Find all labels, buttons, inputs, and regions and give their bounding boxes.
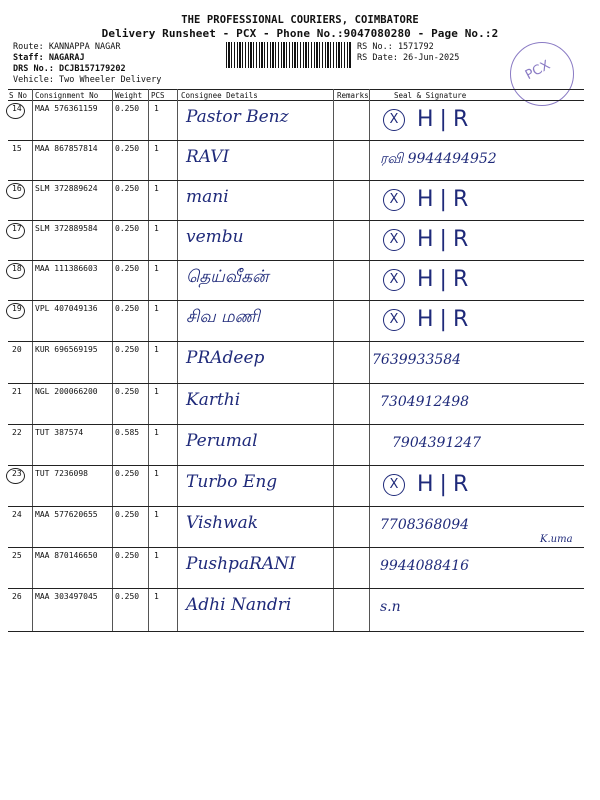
row-divider [8,588,584,589]
row-pcs: 1 [154,345,159,354]
row-signature-name: K.uma [540,534,573,545]
row-consignment-no: MAA 303497045 [35,592,98,601]
vehicle-label: Vehicle: Two Wheeler Delivery [13,75,162,85]
row-consignee-handwritten: சிவ மணி [186,307,260,327]
row-pcs: 1 [154,551,159,560]
row-sno: 20 [12,345,22,354]
row-consignment-no: VPL 407049136 [35,304,98,313]
row-weight: 0.250 [115,551,140,560]
row-consignee-handwritten: PushpaRANI [186,554,296,574]
row-divider [8,383,584,384]
row-divider [8,631,584,632]
row-sno: 22 [12,428,22,437]
row-consignee-handwritten: Pastor Benz [186,107,289,127]
row-divider [8,140,584,141]
row-consignment-no: MAA 577620655 [35,510,98,519]
row-divider [8,341,584,342]
row-consignment-no: KUR 696569195 [35,345,98,354]
row-consignee-handwritten: Karthi [186,390,241,410]
row-signature-text: 9944088416 [380,558,470,574]
row-weight: 0.250 [115,387,140,396]
row-sno: 19 [12,304,22,313]
seal-hr-text: H|R [417,227,475,252]
row-sno: 24 [12,510,22,519]
seal-circle-x: X [383,309,405,331]
seal-circle-x: X [383,229,405,251]
staff-label: Staff: NAGARAJ [13,53,85,63]
seal-hr-text: H|R [417,107,475,132]
row-divider [8,260,584,261]
row-pcs: 1 [154,264,159,273]
drs-number: DRS No.: DCJB157179202 [13,64,126,74]
runsheet-subtitle: Delivery Runsheet - PCX - Phone No.:9047080280 - Page No.:2 [101,27,499,40]
row-sno: 16 [12,184,22,193]
row-divider [8,547,584,548]
row-sno: 17 [12,224,22,233]
col-divider [112,89,113,632]
row-pcs: 1 [154,184,159,193]
row-sno: 23 [12,469,22,478]
row-seal [383,472,474,497]
barcode [226,42,352,68]
row-weight: 0.250 [115,304,140,313]
row-signature-text: ரவி 9944494952 [380,151,497,167]
row-consignment-no: MAA 867857814 [35,144,98,153]
row-consignee-handwritten: தெய்வீகன் [186,267,269,287]
row-pcs: 1 [154,224,159,233]
row-consignee-handwritten: Vishwak [186,513,259,533]
row-consignment-no: TUT 7236098 [35,469,88,478]
row-divider [8,424,584,425]
row-divider [8,180,584,181]
seal-circle-x: X [383,109,405,131]
row-signature-text: 7708368094 [380,517,470,533]
seal-circle-x: X [383,474,405,496]
row-signature-text: 7639933584 [372,352,462,368]
row-signature-text: 7904391247 [392,435,482,451]
seal-hr-text: H|R [417,187,475,212]
company-title: THE PROFESSIONAL COURIERS, COIMBATORE [181,14,419,26]
row-sno: 21 [12,387,22,396]
row-pcs: 1 [154,469,159,478]
row-weight: 0.250 [115,264,140,273]
row-consignee-handwritten: Perumal [186,431,258,451]
row-sno: 26 [12,592,22,601]
seal-circle-x: X [383,189,405,211]
pcx-stamp [510,42,574,106]
col-header-pcs: PCS [151,91,165,100]
row-divider [8,465,584,466]
table-header-border [8,100,584,101]
row-weight: 0.250 [115,510,140,519]
row-weight: 0.250 [115,345,140,354]
row-consignee-handwritten: mani [186,187,229,207]
row-pcs: 1 [154,510,159,519]
row-consignment-no: TUT 387574 [35,428,84,437]
col-divider [32,89,33,632]
row-sno: 15 [12,144,22,153]
row-weight: 0.250 [115,224,140,233]
row-consignment-no: MAA 870146650 [35,551,98,560]
seal-hr-text: H|R [417,267,475,292]
route-label: Route: KANNAPPA NAGAR [13,42,121,52]
row-weight: 0.250 [115,592,140,601]
row-weight: 0.585 [115,428,140,437]
row-weight: 0.250 [115,144,140,153]
row-seal [383,307,474,332]
row-sno: 25 [12,551,22,560]
row-consignment-no: MAA 576361159 [35,104,98,113]
row-consignment-no: MAA 111386603 [35,264,98,273]
col-divider [369,89,370,632]
row-pcs: 1 [154,144,159,153]
row-consignee-handwritten: Adhi Nandri [186,595,292,615]
row-divider [8,220,584,221]
row-consignee-handwritten: PRAdeep [186,348,265,368]
row-consignment-no: NGL 200066200 [35,387,98,396]
row-signature-text: s.n [380,599,401,615]
rs-number: RS No.: 1571792 [357,42,434,52]
row-sno: 18 [12,264,22,273]
row-pcs: 1 [154,104,159,113]
row-consignee-handwritten: vembu [186,227,244,247]
row-weight: 0.250 [115,104,140,113]
table-top-border [8,89,584,90]
row-divider [8,506,584,507]
row-seal [383,187,474,212]
col-divider [148,89,149,632]
row-divider [8,300,584,301]
row-weight: 0.250 [115,184,140,193]
seal-hr-text: H|R [417,307,475,332]
row-consignee-handwritten: Turbo Eng [186,472,278,492]
row-pcs: 1 [154,387,159,396]
row-consignment-no: SLM 372889624 [35,184,98,193]
row-pcs: 1 [154,304,159,313]
row-weight: 0.250 [115,469,140,478]
col-header-seal: Seal & Signature [394,91,467,100]
row-seal [383,227,474,252]
row-consignment-no: SLM 372889584 [35,224,98,233]
col-header-weight: Weight [115,91,143,100]
row-seal [383,267,474,292]
row-seal [383,107,474,132]
col-header-consignment: Consignment No [35,91,99,100]
col-header-remarks: Remarks [337,91,369,100]
row-consignee-handwritten: RAVI [186,147,230,167]
col-divider [333,89,334,632]
row-signature-text: 7304912498 [380,394,470,410]
stamp-text: PCX [522,57,553,84]
row-sno: 14 [12,104,22,113]
col-header-consignee: Consignee Details [181,91,258,100]
col-divider [177,89,178,632]
rs-date: RS Date: 26-Jun-2025 [357,53,460,63]
row-pcs: 1 [154,428,159,437]
seal-hr-text: H|R [417,472,475,497]
row-pcs: 1 [154,592,159,601]
seal-circle-x: X [383,269,405,291]
col-header-sno: S No [9,91,28,100]
